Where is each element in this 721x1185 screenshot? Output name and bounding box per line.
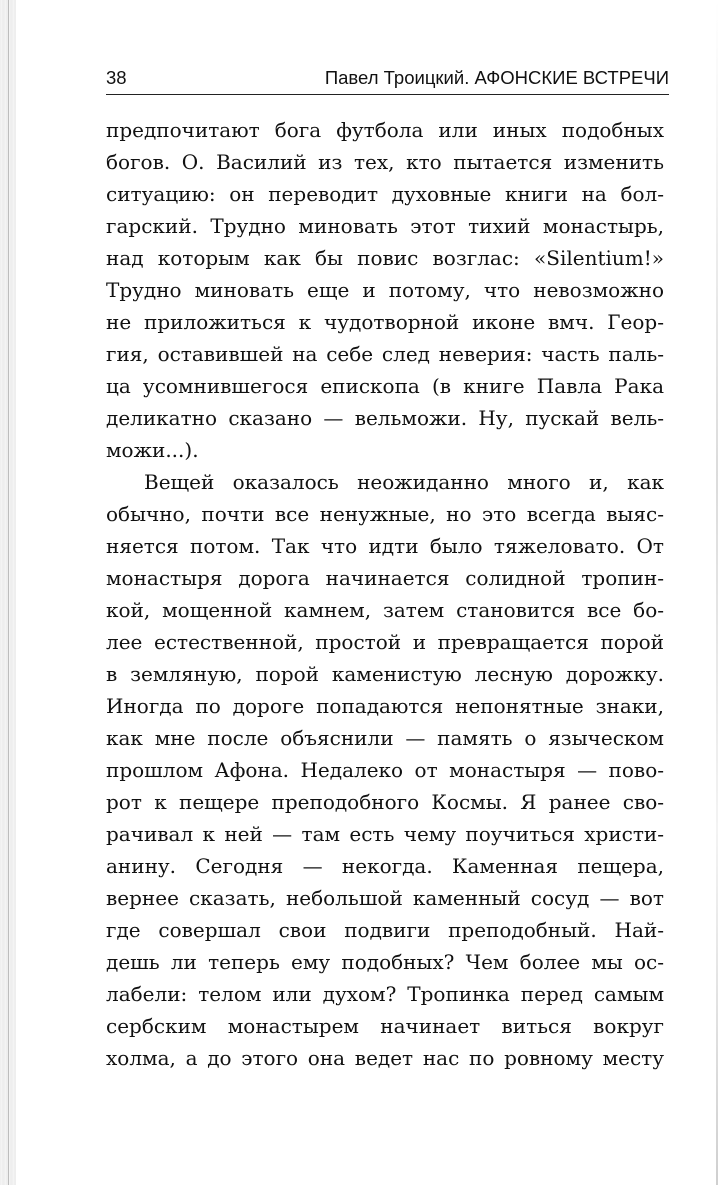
- text-line: в земляную, порой каменистую лесную дорожку.: [106, 662, 664, 686]
- text-line: лее естественной, простой и превращается порой: [106, 630, 664, 654]
- page-body-text: [106, 114, 664, 1074]
- text-line: кой, мощенной камнем, затем становится все бо-: [106, 598, 664, 622]
- text-line: лабели: телом или духом? Тропинка перед самым: [106, 982, 664, 1006]
- text-line: как мне после объяснили — память о языческом: [106, 726, 664, 750]
- text-line: няется потом. Так что идти было тяжеловато. От: [106, 534, 664, 558]
- text-line: обычно, почти все ненужные, но это всегда выяс-: [106, 502, 664, 526]
- text-line: Трудно миновать еще и потому, что невозможно: [106, 278, 664, 302]
- text-line: предпочитают бога футбола или иных подобных: [106, 118, 664, 142]
- page-right-edge: [716, 0, 718, 1185]
- text-line: прошлом Афона. Недалеко от монастыря — пово-: [106, 758, 664, 782]
- text-line: гарский. Трудно миновать этот тихий монастырь,: [106, 214, 664, 238]
- text-line: вернее сказать, небольшой каменный сосуд — вот: [106, 886, 664, 910]
- text-line: холма, а до этого она ведет нас по ровному месту: [106, 1046, 664, 1070]
- text-line: ситуацию: он переводит духовные книги на бол-: [106, 182, 664, 206]
- text-line: рачивал к ней — там есть чему поучиться христи-: [106, 822, 664, 846]
- text-line: Иногда по дороге попадаются непонятные знаки,: [106, 694, 664, 718]
- text-line: над которым как бы повис возглас: «Silentium!»: [106, 246, 664, 270]
- page-number: 38: [106, 67, 127, 88]
- text-line: Вещей оказалось неожиданно много и, как: [144, 470, 664, 494]
- text-line: деликатно сказано — вельможи. Ну, пускай вель-: [106, 406, 664, 430]
- text-line: не приложиться к чудотворной иконе вмч. Геор-: [106, 310, 664, 334]
- text-line: ца усомнившегося епископа (в книге Павла Рака: [106, 374, 664, 398]
- page-binding-edge: [0, 0, 16, 1185]
- text-line: богов. О. Василий из тех, кто пытается изменить: [106, 150, 664, 174]
- text-line: где совершал свои подвиги преподобный. Най-: [106, 918, 664, 942]
- text-line: можи...).: [106, 438, 199, 462]
- text-line: гия, оставившей на себе след неверия: часть паль-: [106, 342, 664, 366]
- text-line: сербским монастырем начинает виться вокруг: [106, 1014, 664, 1038]
- book-header-title: Павел Троицкий. АФОНСКИЕ ВСТРЕЧИ: [324, 67, 669, 88]
- running-header: [106, 66, 669, 95]
- text-line: рот к пещере преподобного Космы. Я ранее сво-: [106, 790, 664, 814]
- paragraph-2: [106, 466, 664, 1074]
- text-line: дешь ли теперь ему подобных? Чем более мы ос-: [106, 950, 664, 974]
- text-line: монастыря дорога начинается солидной тропин-: [106, 566, 664, 590]
- text-line: анину. Сегодня — некогда. Каменная пещера,: [106, 854, 664, 878]
- paragraph-1: [106, 114, 664, 466]
